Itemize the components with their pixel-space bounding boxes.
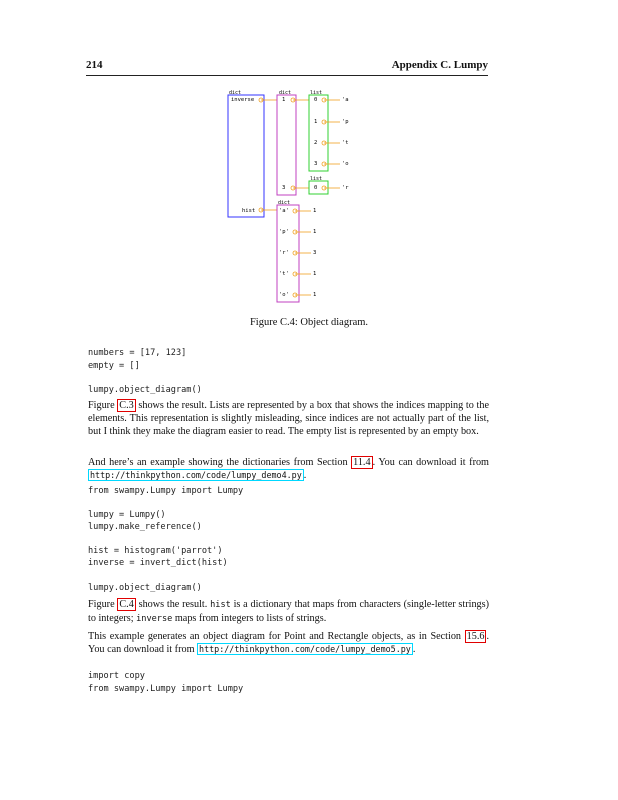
list-two-box <box>309 181 328 194</box>
code-line: from swampy.Lumpy import Lumpy <box>88 684 244 694</box>
list-two-value: 'r <box>342 185 349 191</box>
list-one-value: 't <box>342 140 349 146</box>
list-one-row <box>314 140 349 146</box>
para-text: shows the result. Lists are represented by a box that shows the indices mapping to the elements. This representation is slightly misleading, since indices are not actually part of the list, but I think they make the diagram easier to read. The empty list is represented by an empty box. <box>88 400 489 438</box>
para-text: . <box>303 470 307 482</box>
list-one-index: 3 <box>314 161 318 167</box>
code-line: from swampy.Lumpy import Lumpy <box>88 486 244 496</box>
para-text: maps from integers to lists of strings. <box>172 613 327 625</box>
hist-key: 'o' <box>279 292 289 298</box>
paragraph-1 <box>88 399 489 439</box>
para-text: Figure <box>88 400 118 411</box>
object-diagram <box>0 0 618 330</box>
hist-row <box>279 271 316 277</box>
code-line: lumpy.make_reference() <box>88 522 202 532</box>
code-line: numbers = [17, 123] <box>88 348 187 358</box>
figure-ref-link[interactable]: C.4 <box>119 599 134 610</box>
list-one-index: 0 <box>314 97 318 103</box>
hist-value: 1 <box>313 292 317 298</box>
hist-value: 3 <box>313 250 317 256</box>
list-one-value: 'o <box>342 161 349 167</box>
para-text: This example generates an object diagram for Point and Rectangle objects, as in Section <box>88 631 465 642</box>
inline-code: hist <box>210 600 231 610</box>
code-line: lumpy.object_diagram() <box>88 583 202 593</box>
code-line: hist = histogram('parrot') <box>88 546 223 556</box>
url-link[interactable]: http://thinkpython.com/code/lumpy_demo4.py <box>90 470 302 481</box>
type-label-dict-hist: dict <box>278 200 291 206</box>
page-number: 214 <box>86 59 103 71</box>
list-one-index: 2 <box>314 140 318 146</box>
paragraph-4 <box>88 630 489 656</box>
list-one-row <box>314 119 349 125</box>
hist-row <box>279 250 316 256</box>
list-one-row <box>314 97 349 103</box>
hist-row <box>279 292 316 298</box>
hist-key: 'r' <box>279 250 289 256</box>
list-one-index: 1 <box>314 119 318 125</box>
figure-ref-link[interactable]: C.3 <box>119 400 134 411</box>
type-label-list-two: list <box>310 176 323 182</box>
code-line: import copy <box>88 671 145 681</box>
section-ref-link[interactable]: 11.4 <box>353 457 371 468</box>
hist-key: 't' <box>279 271 289 277</box>
paragraph-2 <box>88 456 489 482</box>
var-inverse: inverse <box>231 97 255 103</box>
var-hist: hist <box>242 208 256 214</box>
type-label-dict-inverse: dict <box>229 90 242 96</box>
hist-key: 'a' <box>279 208 289 214</box>
para-text: . You can download it from <box>88 631 489 656</box>
para-text: Figure <box>88 599 118 610</box>
inverse-dict-box <box>277 95 296 195</box>
hist-row <box>279 229 316 235</box>
hist-value: 1 <box>313 271 317 277</box>
code-line: lumpy.object_diagram() <box>88 385 202 395</box>
section-ref-link[interactable]: 15.6 <box>466 631 485 642</box>
code-line: empty = [] <box>88 361 140 371</box>
code-line: inverse = invert_dict(hist) <box>88 558 228 568</box>
list-one-value: 'a <box>342 97 349 103</box>
inverse-key-3: 3 <box>282 185 286 191</box>
list-two-index: 0 <box>314 185 318 191</box>
inverse-key-1: 1 <box>282 97 286 103</box>
para-text: . You can download it from <box>372 457 489 468</box>
hist-key: 'p' <box>279 229 289 235</box>
url-link[interactable]: http://thinkpython.com/code/lumpy_demo5.py <box>199 644 411 655</box>
frame-box <box>228 95 264 217</box>
hist-row <box>279 208 316 214</box>
hist-value: 1 <box>313 229 317 235</box>
type-label-list-one: list <box>310 90 323 96</box>
para-text: shows the result. <box>135 599 211 610</box>
hist-value: 1 <box>313 208 317 214</box>
para-text: is a dictionary that maps from characters (single-letter strings) to integers; <box>88 599 489 625</box>
paragraph-3 <box>88 598 489 626</box>
type-label-dict-keys: dict <box>279 90 292 96</box>
running-title: Appendix C. Lumpy <box>391 59 488 71</box>
inline-code: inverse <box>136 614 173 625</box>
list-one-box <box>309 95 328 171</box>
list-one-value: 'p <box>342 119 349 125</box>
para-text: And here’s an example showing the dictionaries from Section <box>88 457 352 468</box>
figure-caption: Figure C.4: Object diagram. <box>249 317 369 328</box>
code-line: lumpy = Lumpy() <box>88 510 166 520</box>
para-text: . <box>412 644 416 656</box>
list-one-row <box>314 161 349 167</box>
